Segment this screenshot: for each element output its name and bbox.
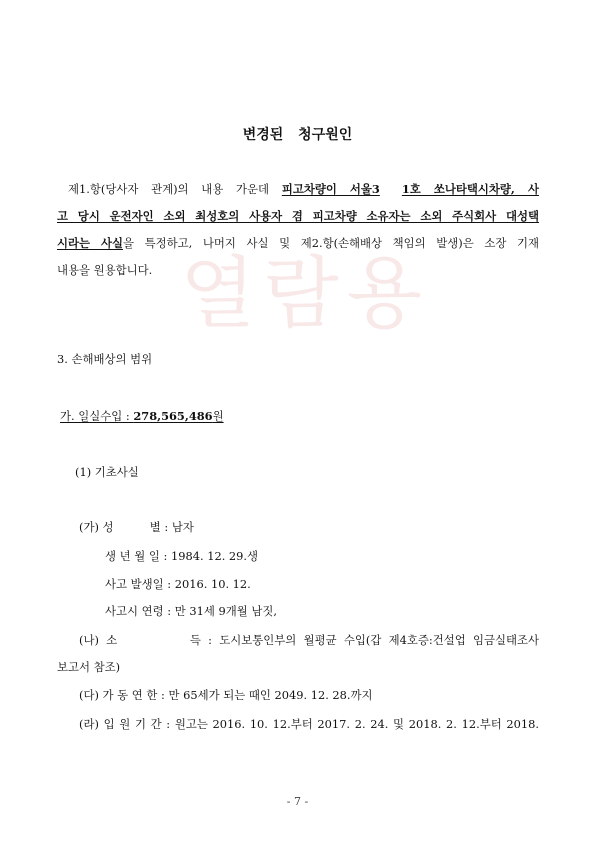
fact-income: (나) 소 득 : 도시보통인부의 월평균 수입(갑 제4호증:건설업 임금실태조사: [79, 633, 539, 647]
fact-hospitalization: (라) 입 원 기 간 : 원고는 2016. 10. 12.부터 2017. 2. 24. 및 2018. 2. 12.부터 2018.: [79, 717, 539, 731]
intro-line-4: 내용을 원용합니다.: [57, 263, 153, 277]
lost-income-amount: 278,565,486: [133, 409, 213, 423]
basic-facts-heading: (1) 기초사실: [75, 465, 139, 479]
fact-age: 사고시 연령 : 만 31세 9개월 남짓,: [105, 604, 277, 618]
fact-gender: (가) 성 별 : 남자: [79, 520, 194, 534]
intro-line-1: 제1.항(당사자 관계)의 내용 가운데 피고차량이 서울3 1호 쏘나타택시차량, 사: [68, 182, 539, 196]
watermark-text: 열람용: [179, 249, 431, 338]
fact-working-age: (다) 가 동 연 한 : 만 65세가 되는 때인 2049. 12. 28.까지: [79, 688, 373, 702]
lost-income-heading: 가. 일실수입 : 278,565,486원: [60, 409, 224, 423]
section-heading: 3. 손해배상의 범위: [57, 352, 153, 366]
fact-accident-date: 사고 발생일 : 2016. 10. 12.: [105, 577, 251, 591]
fact-birthdate: 생 년 월 일 : 1984. 12. 29.생: [105, 549, 259, 563]
page-number: - 7 -: [286, 795, 309, 808]
fact-income-cont: 보고서 참조): [57, 660, 121, 674]
intro-line-2: 고 당시 운전자인 소외 최성호의 사용자 겸 피고차량 소유자는 소외 주식회사 대성택: [57, 209, 539, 223]
page-title: 변경된 청구원인: [242, 127, 353, 143]
intro-line-3: 시라는 사실을 특정하고, 나머지 사실 및 제2.항(손해배상 책임의 발생)은 소장 기재: [57, 236, 539, 250]
intro-paragraph: [57, 176, 539, 284]
